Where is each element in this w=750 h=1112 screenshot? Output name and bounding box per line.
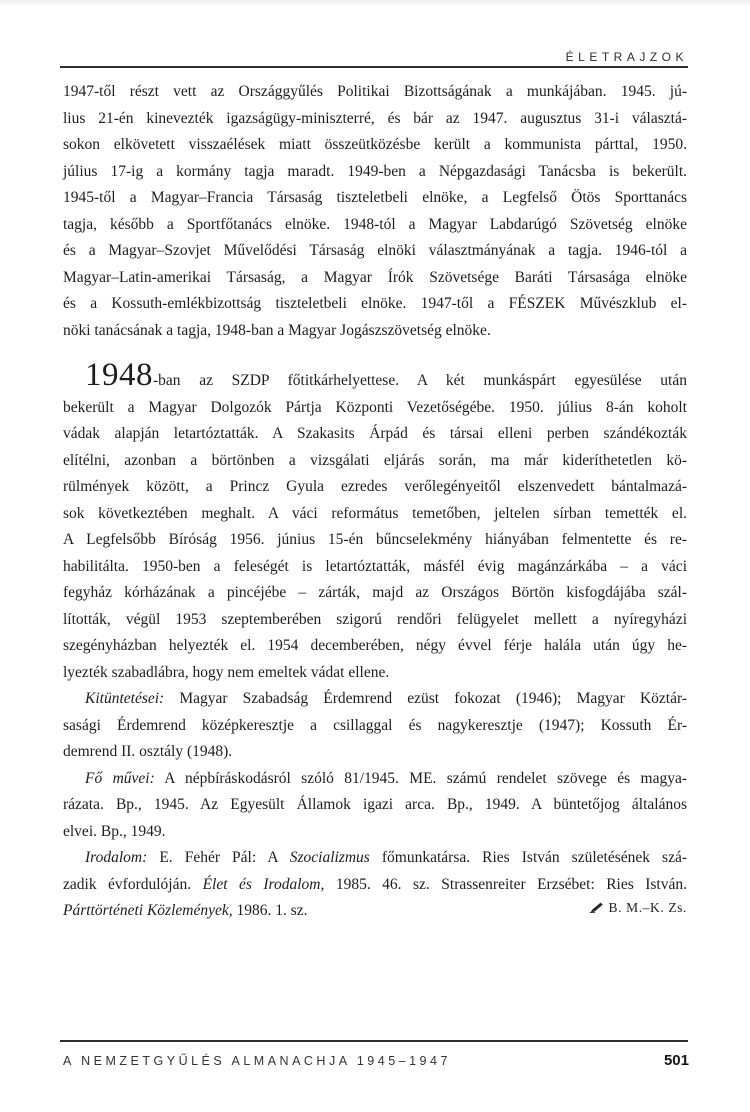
body-text-segment: sok következtében meghalt. A váci református temetőben, jeltelen sírban temették el.: [63, 504, 687, 522]
text-line: [63, 357, 687, 395]
italic-lead-in: Szocializmus: [289, 849, 370, 866]
body-text-segment: Magyar–Latin-amerikai Társaság, a Magyar Írók Szövetsége Baráti Társasága elnöke: [63, 268, 687, 286]
body-text-segment: -ban az SZDP főtitkárhelyettese. A két munkáspárt egyesülése után: [153, 372, 687, 389]
italic-lead-in: Párttörténeti Közlemények,: [63, 902, 233, 919]
body-text-segment: demrend II. osztály (1948).: [63, 743, 233, 760]
text-line: [63, 739, 687, 766]
body-text-segment: A Legfelsőbb Bíróság 1956. június 15-én bűncselekmény hiányában felmentette és re-: [63, 531, 687, 548]
body-text-segment: rázata. Bp., 1945. Az Egyesült Államok igazi arca. Bp., 1949. A büntetőjog általános: [63, 796, 687, 813]
text-line: [63, 265, 687, 292]
text-line: [63, 79, 687, 106]
body-text-segment: 1947-től részt vett az Országgyűlés Politikai Bizottságának a munkájában. 1945. jú-: [63, 83, 687, 100]
text-line: [63, 185, 687, 212]
paragraph: [63, 845, 687, 925]
page-footer: [63, 1052, 689, 1069]
paragraph: [63, 79, 687, 344]
body-text-segment: 1986. 1. sz.: [232, 902, 308, 919]
body-text-segment: sasági Érdemrend középkeresztje a csillaggal és nagykeresztje (1947); Kossuth Ér-: [63, 716, 687, 734]
paragraph: [63, 357, 687, 686]
body-text-segment: főmunkatársa. Ries István születésének szá-: [369, 849, 687, 866]
body-text-segment: elítélni, azonban a börtönben a vizsgálati eljárás során, ma már kideríthetetlen kö-: [63, 451, 687, 469]
author-signature: [589, 895, 687, 922]
body-text-segment: lyezték szabadlábra, hogy nem emeltek vádat ellene.: [63, 663, 390, 681]
body-text-segment: habilitálta. 1950-ben a feleségét is letartóztatták, másfél évig magánzárkába – a váci: [63, 557, 687, 575]
body-text: [63, 79, 687, 925]
body-text-segment: elvei. Bp., 1949.: [63, 822, 166, 840]
body-text-segment: sokon elkövetett visszaélések miatt összeütközésbe került a kommunista párttal, 1950.: [63, 136, 687, 153]
body-text-segment: zadik évfordulóján.: [63, 875, 203, 893]
text-line: [63, 792, 687, 819]
text-line: [63, 212, 687, 239]
footer-book-title: A NEMZETGYŰLÉS ALMANACHJA 1945–1947: [63, 1054, 451, 1068]
body-text-segment: lius 21-én kinevezték igazságügy-miniszterré, és bár az 1947. augusztus 31-i választá-: [63, 109, 687, 127]
text-line: [63, 580, 687, 607]
text-line: [63, 159, 687, 186]
body-text-segment: szegényházban helyezték el. 1954 decemberében, négy évvel férje halála után úgy he-: [63, 637, 687, 654]
text-line: [63, 106, 687, 133]
body-text-segment: és a Kossuth-emlékbizottság tiszteletbeli elnöke. 1947-től a FÉSZEK Művészklub el-: [63, 295, 687, 312]
text-line: [63, 607, 687, 634]
text-line: [63, 766, 687, 793]
text-line: [63, 845, 687, 872]
text-line: [63, 686, 687, 713]
body-text-segment: 1985. 46. sz. Strassenreiter Erzsébet: Ries István.: [324, 875, 687, 893]
italic-lead-in: Kitüntetései:: [85, 690, 165, 707]
text-line: [63, 660, 687, 687]
text-line: [63, 318, 687, 345]
running-head-section-label: ÉLETRAJZOK: [565, 50, 688, 64]
italic-lead-in: Élet és Irodalom,: [202, 875, 325, 893]
text-line: [63, 713, 687, 740]
text-line: [63, 898, 687, 925]
text-line: [63, 395, 687, 422]
paragraph: [63, 686, 687, 766]
body-text-segment: nöki tanácsának a tagja, 1948-ban a Magyar Jogászszövetség elnöke.: [63, 321, 491, 339]
body-text-segment: 1945-től a Magyar–Francia Társaság tiszteletbeli elnöke, a Legfelső Ötös Sporttanács: [63, 189, 687, 206]
body-text-segment: lították, végül 1953 szeptemberében szigorú rendőri felügyelet mellett a nyíregyházi: [63, 610, 687, 628]
text-line: [63, 554, 687, 581]
text-line: [63, 448, 687, 475]
text-line: [63, 291, 687, 318]
text-line: [63, 238, 687, 265]
italic-lead-in: Fő művei:: [85, 769, 155, 787]
year-opener: 1948: [85, 357, 153, 393]
signature-initials: B. M.–K. Zs.: [608, 900, 687, 915]
text-line: [63, 633, 687, 660]
footer-rule: [60, 1040, 688, 1042]
body-text-segment: E. Fehér Pál: A: [147, 849, 290, 866]
text-line: [63, 421, 687, 448]
italic-lead-in: Irodalom:: [85, 849, 148, 866]
body-text-segment: bekerült a Magyar Dolgozók Pártja Központi Vezetőségébe. 1950. július 8-án koholt: [63, 398, 687, 416]
body-text-segment: vádak alapján letartóztatták. A Szakasits Árpád és társai elleni perben szándékozták: [63, 425, 687, 442]
body-text-segment: Magyar Szabadság Érdemrend ezüst fokozat (1946); Magyar Köztár-: [164, 690, 687, 707]
text-line: [63, 474, 687, 501]
text-line: [63, 527, 687, 554]
page-number: 501: [663, 1052, 689, 1069]
body-text-segment: és a Magyar–Szovjet Művelődési Társaság elnöki választmányának a tagja. 1946-tól a: [63, 242, 687, 259]
text-line: [63, 132, 687, 159]
body-text-segment: rülmények között, a Princz Gyula ezredes verőlegényeitől elszenvedett bántalmazá-: [63, 478, 687, 495]
body-text-segment: július 17-ig a kormány tagja maradt. 1949-ben a Népgazdasági Tanácsba is bekerült.: [63, 162, 687, 180]
body-text-segment: fegyház kórházának a pincéjébe – zárták, majd az Országos Börtön kisfogdájába szál-: [63, 584, 687, 601]
header-rule: [60, 66, 688, 68]
text-line: [63, 819, 687, 846]
body-text-segment: tagja, később a Sportfőtanács elnöke. 1948-tól a Magyar Labdarúgó Szövetség elnöke: [63, 215, 687, 233]
text-line: [63, 501, 687, 528]
paragraph: [63, 766, 687, 846]
body-text-segment: A népbíráskodásról szóló 81/1945. ME. számú rendelet szövege és magya-: [154, 769, 688, 787]
pen-icon: [589, 901, 604, 913]
